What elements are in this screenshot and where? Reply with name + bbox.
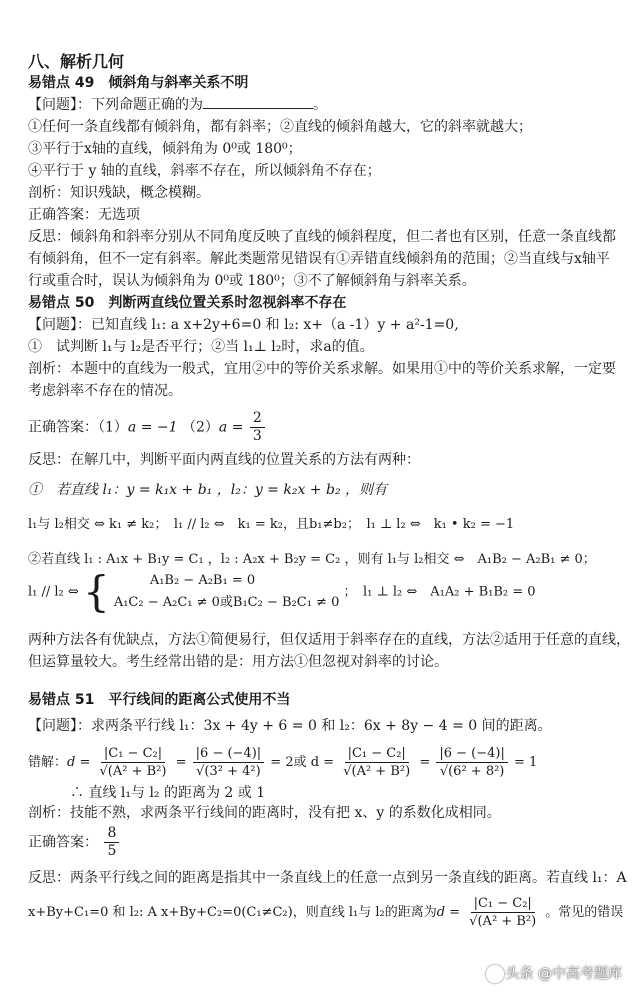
p51-title: 易错点 51 平行线间的距离公式使用不当 xyxy=(28,692,291,708)
p51-therefore: ∴ 直线 l₁与 l₂ 的距离为 2 或 1 xyxy=(70,785,266,801)
fraction: $\frac{\text{|C₁ − C₂|}}{\text{√(A² + B²)}}$ xyxy=(99,746,167,779)
answer-fraction: $\frac{2}{3}$ xyxy=(250,410,265,445)
fraction: $\frac{|6 - (-4)|}{\text{√(3² + 4²)}}$ xyxy=(193,745,265,780)
p49-question: 【问题】：下列命题正确的为 。 xyxy=(28,97,327,113)
section-title: 八、解析几何 xyxy=(28,52,125,71)
p50-question: 【问题】：已知直线 l₁: a x+2y+6=0 和 l₂: x+（a -1）y + a²-1=0, xyxy=(28,317,459,333)
p49-analysis: 剖析：知识残缺，概念模糊。 xyxy=(28,185,210,201)
fraction: $\frac{\text{|C₁ − C₂|}}{\text{√(A² + B²)}}$ xyxy=(469,896,537,929)
p49-reflect-3: 行或重合时，误认为倾斜角为 0⁰或 180⁰；③不了解倾斜角与斜率关系。 xyxy=(28,273,476,289)
p49-title: 易错点 49 倾斜角与斜率关系不明 xyxy=(28,75,249,91)
p49-reflect-2: 有倾斜角，但不一定有斜率。解此类题常见错误有①弄错直线倾斜角的范围；②当直线与x轴平 xyxy=(28,251,610,267)
watermark: 头条 @中高考题库 xyxy=(486,963,622,983)
p49-statement-4: ④平行于 y 轴的直线，斜率不存在，所以倾斜角不存在； xyxy=(28,163,381,179)
p51-reflect-1: 反思：两条平行线之间的距离是指其中一条直线上的任意一点到另一条直线的距离。若直线 l₁：A xyxy=(28,870,627,886)
answer-blank xyxy=(203,96,313,109)
p51-reflect-2: x+By+C₁=0 和 l₂: A x+By+C₂=0(C₁≠C₂)，则直线 l₁与 l₂的距离为d = $\frac{\text{|C₁ − C₂|}}{\text{√(A² + B²)}}$ 。常见的错误 xyxy=(28,896,624,929)
p51-question: 【问题】：求两条平行线 l₁：3x + 4y + 6 = 0 和 l₂：6x + 8y − 4 = 0 间的距离。 xyxy=(28,718,552,734)
p50-reflect: 反思：在解几中，判断平面内两直线的位置关系的方法有两种： xyxy=(28,452,420,468)
fraction: $\frac{\text{|C₁ − C₂|}}{\text{√(A² + B²)}}$ xyxy=(343,746,411,779)
p51-wrong-solution: 错解：d = $\frac{\text{|C₁ − C₂|}}{\text{√(A² + B²)}}$ = $\frac{|6 - (-4)|}{\text{√(3² + 4²)}}$ = 2或 d = $\frac{\text{|C₁ − C₂|}}{\text{√(A² + B²)}}$ = $\frac{|6 - (-4)|}{\text{√(6² + 8²)}}$ = 1 xyxy=(28,746,538,779)
p51-analysis: 剖析：技能不熟，求两条平行线间的距离时，没有把 x、y 的系数化成相同。 xyxy=(28,805,501,821)
p50-summary-1: 两种方法各有优缺点，方法①简便易行，但仅适用于斜率存在的直线，方法②适用于任意的直线， xyxy=(28,632,630,648)
condition-system: A₁B₂ − A₂B₁ = 0 A₁C₂ − A₂C₁ ≠ 0或B₁C₂ − B₂C₁ ≠ 0 xyxy=(113,573,340,610)
p50-method-1-intro: ① 若直线 l₁：y = k₁x + b₁ ，l₂：y = k₂x + b₂ ，则有 xyxy=(28,482,388,498)
p49-statement-3: ③平行于x轴的直线，倾斜角为 0⁰或 180⁰； xyxy=(28,141,302,157)
p50-question-2: ① 试判断 l₁与 l₂是否平行；②当 l₁⊥ l₂时，求a的值。 xyxy=(28,339,374,355)
p50-method-2-parallel: l₁ // l₂ ⇔ { A₁B₂ − A₂B₁ = 0 A₁C₂ − A₂C₁ ≠ 0或B₁C₂ − B₂C₁ ≠ 0 ； l₁ ⊥ l₂ ⇔ A₁A₂ + B₁B₂ = 0 xyxy=(28,567,536,616)
fraction: $\frac{|6 - (-4)|}{\text{√(6² + 8²)}}$ xyxy=(436,745,508,780)
p50-method-1-relations: l₁与 l₂相交 ⇔ k₁ ≠ k₂； l₁ // l₂ ⇔ k₁ = k₂，且b₁≠b₂； l₁ ⊥ l₂ ⇔ k₁ • k₂ = −1 xyxy=(28,517,515,532)
p49-statement-1: ①任何一条直线都有倾斜角，都有斜率；②直线的倾斜角越大，它的斜率就越大； xyxy=(28,119,532,135)
p51-answer: 正确答案： $\frac{8}{5}$ xyxy=(28,825,121,860)
p49-answer: 正确答案：无选项 xyxy=(28,207,140,223)
p50-summary-2: 但运算量较大。考生经常出错的是：用方法①但忽视对斜率的讨论。 xyxy=(28,654,448,670)
p49-reflect-1: 反思：倾斜角和斜率分别从不同角度反映了直线的倾斜程度，但二者也有区别，任意一条直线都 xyxy=(28,229,616,245)
p50-title: 易错点 50 判断两直线位置关系时忽视斜率不存在 xyxy=(28,295,347,311)
answer-fraction: $\frac{8}{5}$ xyxy=(104,825,119,860)
p50-analysis-2: 考虑斜率不存在的情况。 xyxy=(28,383,182,399)
toutiao-logo-icon xyxy=(486,965,504,983)
brace: { xyxy=(82,567,110,616)
p50-method-2-intro: ②若直线 l₁ : A₁x + B₁y = C₁ ，l₂ : A₂x + B₂y = C₂ ，则有 l₁与 l₂相交 ⇔ A₁B₂ − A₂B₁ ≠ 0； xyxy=(28,552,596,567)
p50-answer: 正确答案：（1）a = −1 （2）a = $\frac{2}{3}$ xyxy=(28,410,267,445)
p50-analysis-1: 剖析：本题中的直线为一般式，宜用②中的等价关系求解。如果用①中的等价关系求解，一定要 xyxy=(28,361,616,377)
